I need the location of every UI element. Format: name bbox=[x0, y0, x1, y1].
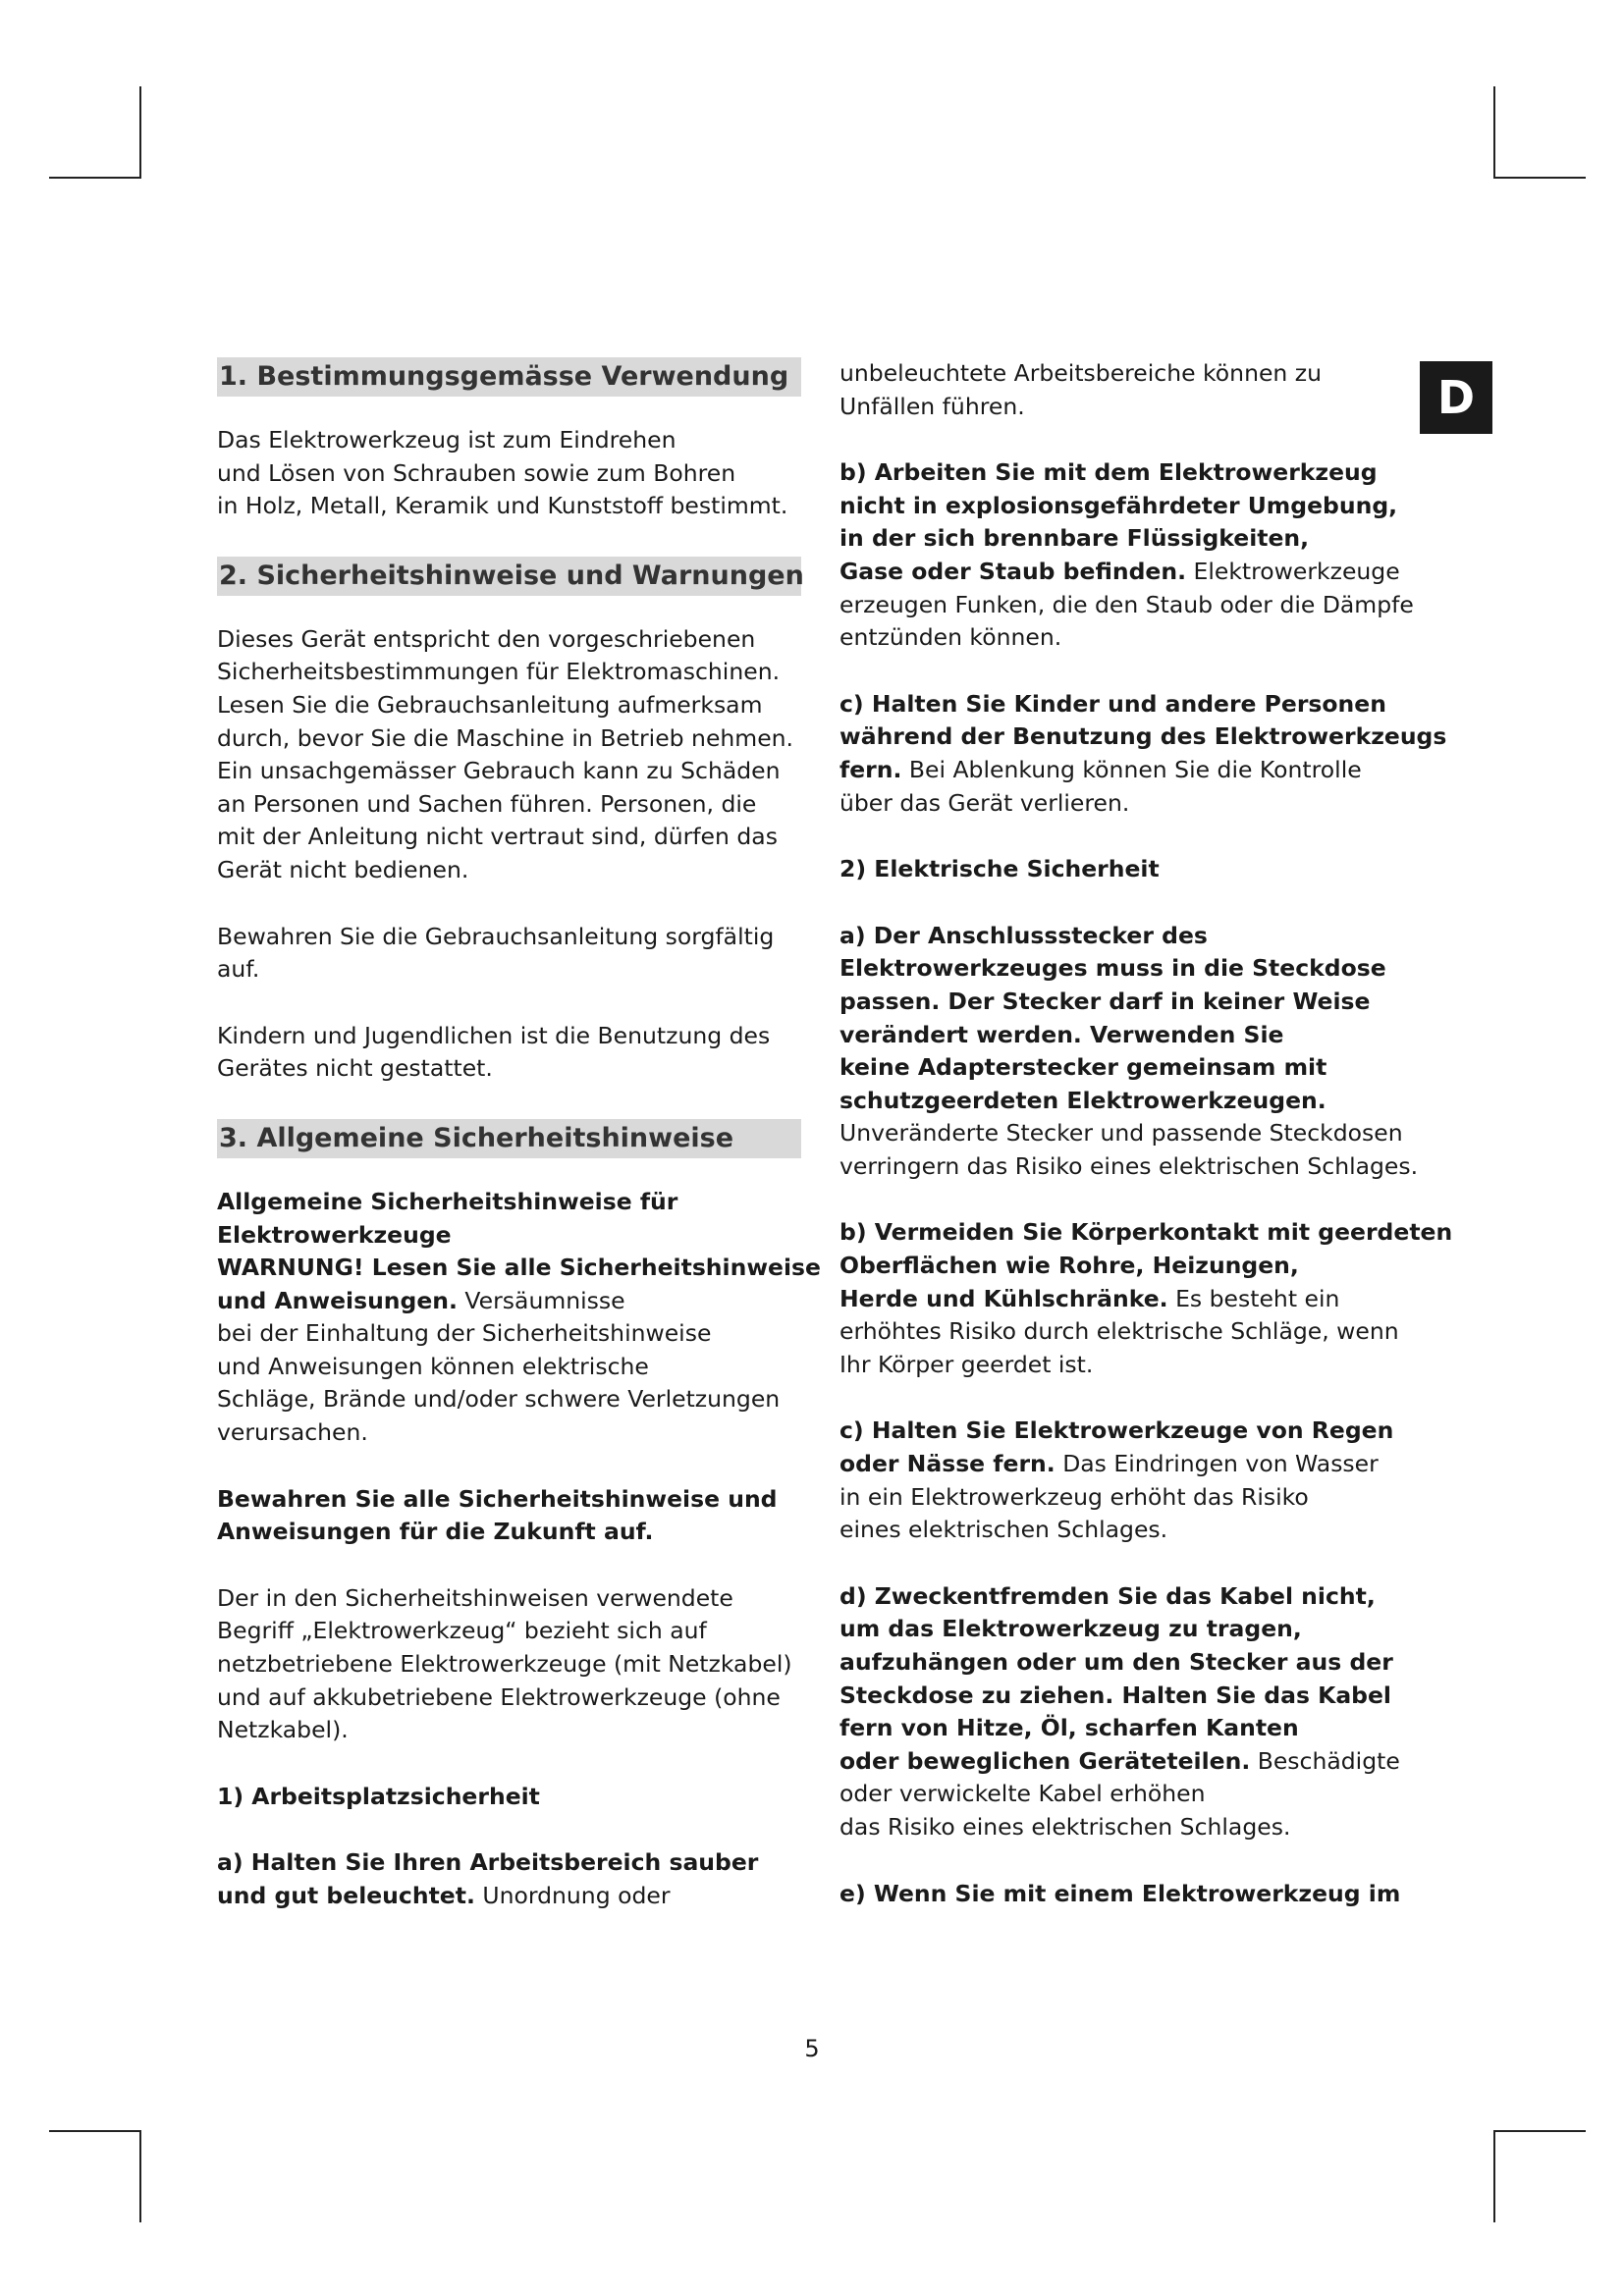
general-warning-paragraph: Allgemeine Sicherheitshinweise für Elektrowerkzeuge WARNUNG! Lesen Sie alle Sicherheitshinweise und Anweisungen. Versäumnisse bei der Einhaltung der Sicherheitshinweise und Anweisungen können elektrische Schläge, Brände und/oder schwere Verletzungen verursachen. bbox=[217, 1187, 821, 1447]
crop-mark-top-left-v bbox=[139, 86, 141, 179]
crop-mark-top-right-h bbox=[1493, 177, 1586, 179]
crop-mark-bottom-left-h bbox=[49, 2130, 141, 2132]
rain-moisture-paragraph: c) Halten Sie Elektrowerkzeuge von Regen oder Nässe fern. Das Eindringen von Wasser in ein Elektrowerkzeug erhöht das Risiko eines elektrischen Schlages. bbox=[839, 1416, 1394, 1544]
language-badge: D bbox=[1420, 361, 1492, 434]
term-definition-paragraph: Der in den Sicherheitshinweisen verwendete Begriff „Elektrowerkzeug“ bezieht sich auf netzbetriebene Elektrowerkzeuge (mit Netzkabel) und auf akkubetriebene Elektrowerkzeuge (ohne Netzkabel). bbox=[217, 1583, 792, 1744]
keep-manual-paragraph: Bewahren Sie die Gebrauchsanleitung sorgfältig auf. bbox=[217, 922, 775, 984]
clean-workspace-paragraph: a) Halten Sie Ihren Arbeitsbereich sauber und gut beleuchtet. Unordnung oder bbox=[217, 1848, 759, 1909]
body-contact-paragraph: b) Vermeiden Sie Körperkontakt mit geerdeten Oberflächen wie Rohre, Heizungen, Herde und Kühlschränke. Es besteht ein erhöhtes Risiko durch elektrische Schläge, wenn Ihr Körper geerdet ist. bbox=[839, 1218, 1453, 1378]
workplace-safety-subheading: 1) Arbeitsplatzsicherheit bbox=[217, 1782, 540, 1810]
right-column bbox=[839, 357, 1453, 1944]
crop-mark-bottom-left-v bbox=[139, 2130, 141, 2222]
section-heading-1: 1. Bestimmungsgemässe Verwendung bbox=[217, 357, 801, 397]
section-heading-3: 3. Allgemeine Sicherheitshinweise bbox=[217, 1119, 801, 1158]
keep-instructions-paragraph: Bewahren Sie alle Sicherheitshinweise und Anweisungen für die Zukunft auf. bbox=[217, 1484, 778, 1546]
safety-paragraph: Dieses Gerät entspricht den vorgeschriebenen Sicherheitsbestimmungen für Elektromaschinen. Lesen Sie die Gebrauchsanleitung aufmerksam durch, bevor Sie die Maschine in Betrieb nehmen. Ein unsachgemässer Gebrauch kann zu Schäden an Personen und Sachen führen. Personen, die mit der Anleitung nicht vertraut sind, dürfen das Gerät nicht bedienen. bbox=[217, 624, 794, 883]
intended-use-paragraph: Das Elektrowerkzeug ist zum Eindrehen und Lösen von Schrauben sowie zum Bohren in Holz, Metall, Keramik und Kunststoff bestimmt. bbox=[217, 426, 788, 520]
crop-mark-top-right-v bbox=[1493, 86, 1495, 179]
plug-paragraph: a) Der Anschlussstecker des Elektrowerkzeuges muss in die Steckdose passen. Der Stecker darf in keiner Weise verändert werden. Verwenden Sie keine Adapterstecker gemeinsam mit schutzgeerdeten Elektrowerkzeugen. Unveränderte Stecker und passende Steckdosen verringern das Risiko eines elektrischen Schlages. bbox=[839, 921, 1419, 1180]
crop-mark-bottom-right-v bbox=[1493, 2130, 1495, 2222]
electrical-safety-subheading: 2) Elektrische Sicherheit bbox=[839, 855, 1160, 883]
explosive-environment-paragraph: b) Arbeiten Sie mit dem Elektrowerkzeug nicht in explosionsgefährdeter Umgebung, in der sich brennbare Flüssigkeiten, Gase oder Staub befinden. Elektrowerkzeuge erzeugen Funken, die den Staub oder die Dämpfe entzünden können. bbox=[839, 458, 1414, 652]
section-heading-2: 2. Sicherheitshinweise und Warnungen bbox=[217, 557, 801, 596]
left-column bbox=[217, 357, 821, 1947]
outdoor-use-paragraph: e) Wenn Sie mit einem Elektrowerkzeug im bbox=[839, 1879, 1401, 1907]
page-number: 5 bbox=[804, 2035, 820, 2062]
keep-children-away-paragraph: c) Halten Sie Kinder und andere Personen während der Benutzung des Elektrowerkzeugs fern. Bei Ablenkung können Sie die Kontrolle über das Gerät verlieren. bbox=[839, 689, 1447, 817]
children-paragraph: Kindern und Jugendlichen ist die Benutzung des Gerätes nicht gestattet. bbox=[217, 1021, 771, 1083]
cable-paragraph: d) Zweckentfremden Sie das Kabel nicht, um das Elektrowerkzeug zu tragen, aufzuhängen oder um den Stecker aus der Steckdose zu ziehen. Halten Sie das Kabel fern von Hitze, Öl, scharfen Kanten oder beweglichen Geräteteilen. Beschädigte oder verwickelte Kabel erhöhen das Risiko eines elektrischen Schlages. bbox=[839, 1581, 1400, 1841]
crop-mark-top-left-h bbox=[49, 177, 141, 179]
crop-mark-bottom-right-h bbox=[1493, 2130, 1586, 2132]
lighting-continuation-paragraph: unbeleuchtete Arbeitsbereiche können zu Unfällen führen. bbox=[839, 359, 1323, 420]
